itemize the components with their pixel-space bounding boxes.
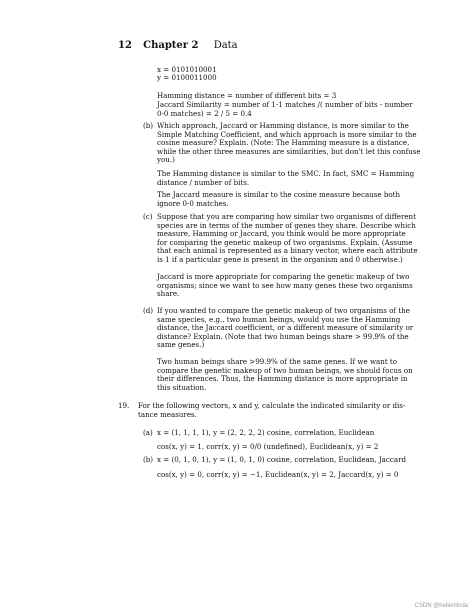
part-b-answer-1: The Hamming distance is similar to the SMC. In fact, SMC = Hamming distance / number of bits. [157,169,415,187]
q19-part-a-label: (a) [143,428,153,437]
part-c-label: (c) [143,212,153,221]
part-c-answer: Jaccard is more appropriate for comparing the genetic makeup of two organisms; since we want to see how many genes these two organisms share. [157,272,413,299]
vector-y: y = 0100011000 [157,73,217,82]
chapter-title: Chapter 2 [143,40,199,51]
jaccard-answer-line2: 0-0 matches) = 2 / 5 = 0.4 [157,109,252,118]
q19-part-a-vectors: x = (1, 1, 1, 1), y = (2, 2, 2, 2) cosine, correlation, Euclidean [157,428,375,437]
hamming-answer: Hamming distance = number of different bits = 3 [157,91,337,100]
vector-x: x = 0101010001 [157,65,217,74]
part-d-answer: Two human beings share >99.9% of the same genes. If we want to compare the genetic makeup of two human beings, we should focus on their differences. Thus, the Hamming distance is more appropriate in this situation. [157,357,413,392]
question-19-text: For the following vectors, x and y, calculate the indicated similarity or dis- tance measures. [138,401,406,419]
watermark: CSDN @hellenlinda [414,603,468,609]
q19-part-b-answer: cos(x, y) = 0, corr(x, y) = −1, Euclidean(x, y) = 2, Jaccard(x, y) = 0 [157,470,399,479]
part-b-label: (b) [143,121,154,130]
question-19-number: 19. [118,401,130,410]
part-c-question: Suppose that you are comparing how similar two organisms of different species are in terms of the number of genes they share. Describe which measure, Hamming or Jaccard, you think would be more appropriate for comparing the genetic makeup of two organisms. Explain. (Assume that each animal is represented as a binary vector, where each attribute is 1 if a particular gene is present in the organism and 0 otherwise.) [157,212,418,264]
page-header [118,40,238,51]
q19-part-b-label: (b) [143,455,154,464]
part-d-question: If you wanted to compare the genetic makeup of two organisms of the same species, e.g., two human beings, would you use the Hamming distance, the Jaccard coefficient, or a different measure of similarity or distance? Explain. (Note that two human beings share > 99.9% of the same genes.) [157,306,414,350]
part-d-label: (d) [143,306,154,315]
part-b-question: Which approach, Jaccard or Hamming distance, is more similar to the Simple Matching Coefficient, and which approach is more similar to the cosine measure? Explain. (Note: The Hamming measure is a distance, while the other three measures are similarities, but don't let this confuse you.) [157,121,421,165]
part-b-answer-2: The Jaccard measure is similar to the cosine measure because both ignore 0-0 matches. [157,190,401,208]
q19-part-a-answer: cos(x, y) = 1, corr(x, y) = 0/0 (undefined), Euclidean(x, y) = 2 [157,442,379,451]
section-title: Data [213,40,238,51]
page-number: 12 [118,40,132,51]
jaccard-answer-line1: Jaccard Similarity = number of 1-1 matches /( number of bits - number [157,100,413,109]
q19-part-b-vectors: x = (0, 1, 0, 1), y = (1, 0, 1, 0) cosine, correlation, Euclidean, Jaccard [157,455,407,464]
